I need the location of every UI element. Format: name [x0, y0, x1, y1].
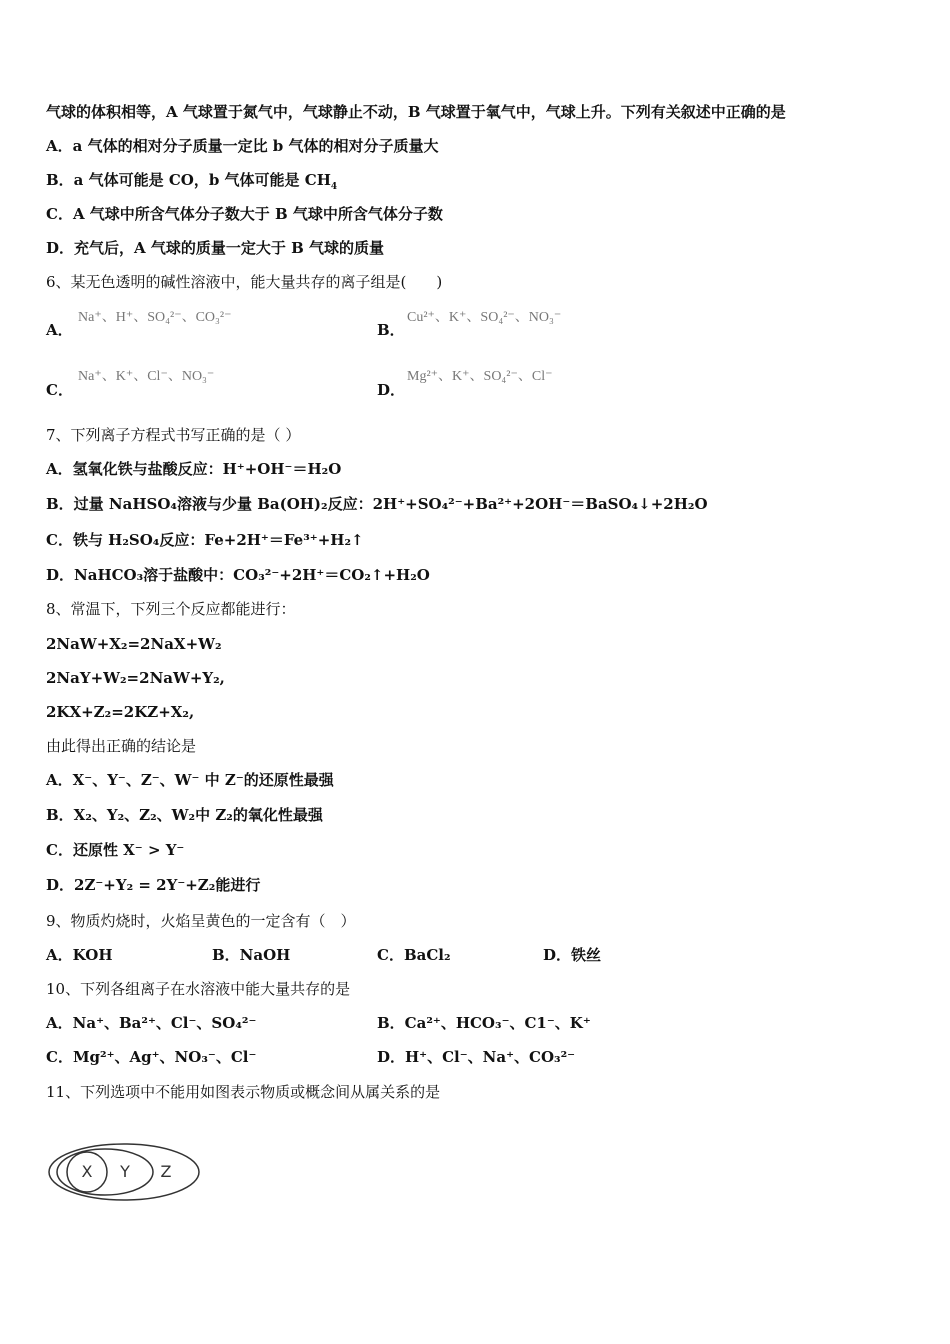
set-x-label: X	[81, 1162, 93, 1181]
question-11-stem: 11、下列选项中不能用如图表示物质或概念间从属关系的是	[46, 1083, 441, 1101]
q6-option-d-ions: Mg²⁺、K⁺、SO₄²⁻、Cl⁻	[407, 369, 553, 384]
q10-option-c[interactable]: C．Mg²⁺、Ag⁺、NO₃⁻、Cl⁻	[46, 1048, 257, 1066]
q6-option-c-label[interactable]: C．	[46, 381, 73, 399]
q7-option-d[interactable]: D．NaHCO₃溶于盐酸中：CO₃²⁻+2H⁺＝CO₂↑+H₂O	[46, 566, 430, 584]
q8-reaction-1: 2NaW+X₂=2NaX+W₂	[46, 635, 222, 653]
question-5-stem-tail: 气球的体积相等，A 气球置于氮气中，气球静止不动，B 气球置于氧气中，气球上升。下列有关叙述中正确的是	[46, 103, 786, 121]
q5-option-b-text: B．a 气体可能是 CO，b 气体可能是 CH	[46, 171, 331, 189]
q6-option-a-ions: Na⁺、H⁺、SO₄²⁻、CO₃²⁻	[78, 310, 232, 325]
set-y-label: Y	[120, 1162, 130, 1181]
set-z-label: Z	[160, 1162, 172, 1181]
q9-option-b[interactable]: B．NaOH	[212, 946, 291, 964]
q7-option-c[interactable]: C．铁与 H₂SO₄反应：Fe+2H⁺＝Fe³⁺+H₂↑	[46, 531, 364, 549]
q5-option-d[interactable]: D．充气后，A 气球的质量一定大于 B 气球的质量	[46, 239, 384, 257]
question-10-stem: 10、下列各组离子在水溶液中能大量共存的是	[46, 980, 351, 998]
q7-option-a[interactable]: A．氢氧化铁与盐酸反应：H⁺+OH⁻＝H₂O	[46, 460, 342, 478]
q5-option-b-sub: 4	[330, 182, 338, 192]
q6-option-d-label[interactable]: D．	[377, 381, 406, 399]
q6-option-b-label[interactable]: B．	[377, 321, 405, 339]
q9-option-c[interactable]: C．BaCl₂	[377, 946, 451, 964]
q10-option-d[interactable]: D．H⁺、Cl⁻、Na⁺、CO₃²⁻	[377, 1048, 576, 1066]
q6-option-c-ions: Na⁺、K⁺、Cl⁻、NO₃⁻	[78, 369, 215, 384]
q9-option-a[interactable]: A．KOH	[46, 946, 113, 964]
question-7-stem: 7、下列离子方程式书写正确的是（ ）	[46, 426, 301, 444]
q5-option-b[interactable]	[46, 170, 337, 190]
question-9-stem: 9、物质灼烧时，火焰呈黄色的一定含有（ ）	[46, 912, 356, 930]
nested-set-diagram	[46, 1122, 206, 1202]
set-y-ellipse	[57, 1149, 153, 1195]
q10-option-a[interactable]: A．Na⁺、Ba²⁺、Cl⁻、SO₄²⁻	[46, 1014, 257, 1032]
q10-option-b[interactable]: B．Ca²⁺、HCO₃⁻、C1⁻、K⁺	[377, 1014, 591, 1032]
q8-reaction-2: 2NaY+W₂=2NaW+Y₂,	[46, 669, 225, 687]
q8-option-c[interactable]: C．还原性 X⁻ > Y⁻	[46, 841, 185, 859]
q5-option-c[interactable]: C．A 气球中所含气体分子数大于 B 气球中所含气体分子数	[46, 205, 443, 223]
question-6-stem: 6、某无色透明的碱性溶液中，能大量共存的离子组是( )	[46, 273, 443, 291]
q8-option-a[interactable]: A．X⁻、Y⁻、Z⁻、W⁻ 中 Z⁻的还原性最强	[46, 771, 334, 789]
q5-option-a[interactable]: A．a 气体的相对分子质量一定比 b 气体的相对分子质量大	[46, 137, 439, 155]
q6-option-b-ions: Cu²⁺、K⁺、SO₄²⁻、NO₃⁻	[407, 310, 562, 325]
question-8-stem: 8、常温下，下列三个反应都能进行：	[46, 600, 296, 618]
q8-option-b[interactable]: B．X₂、Y₂、Z₂、W₂中 Z₂的氧化性最强	[46, 806, 323, 824]
q8-option-d[interactable]: D．2Z⁻+Y₂ = 2Y⁻+Z₂能进行	[46, 876, 261, 894]
q8-reaction-3: 2KX+Z₂=2KZ+X₂,	[46, 703, 195, 721]
q6-option-a-label[interactable]: A．	[46, 321, 73, 339]
q7-option-b[interactable]: B．过量 NaHSO₄溶液与少量 Ba(OH)₂反应：2H⁺+SO₄²⁻+Ba²⁺+2OH⁻＝BaSO₄↓+2H₂O	[46, 495, 708, 513]
q8-lead: 由此得出正确的结论是	[46, 737, 197, 755]
q9-option-d[interactable]: D．铁丝	[543, 946, 602, 964]
